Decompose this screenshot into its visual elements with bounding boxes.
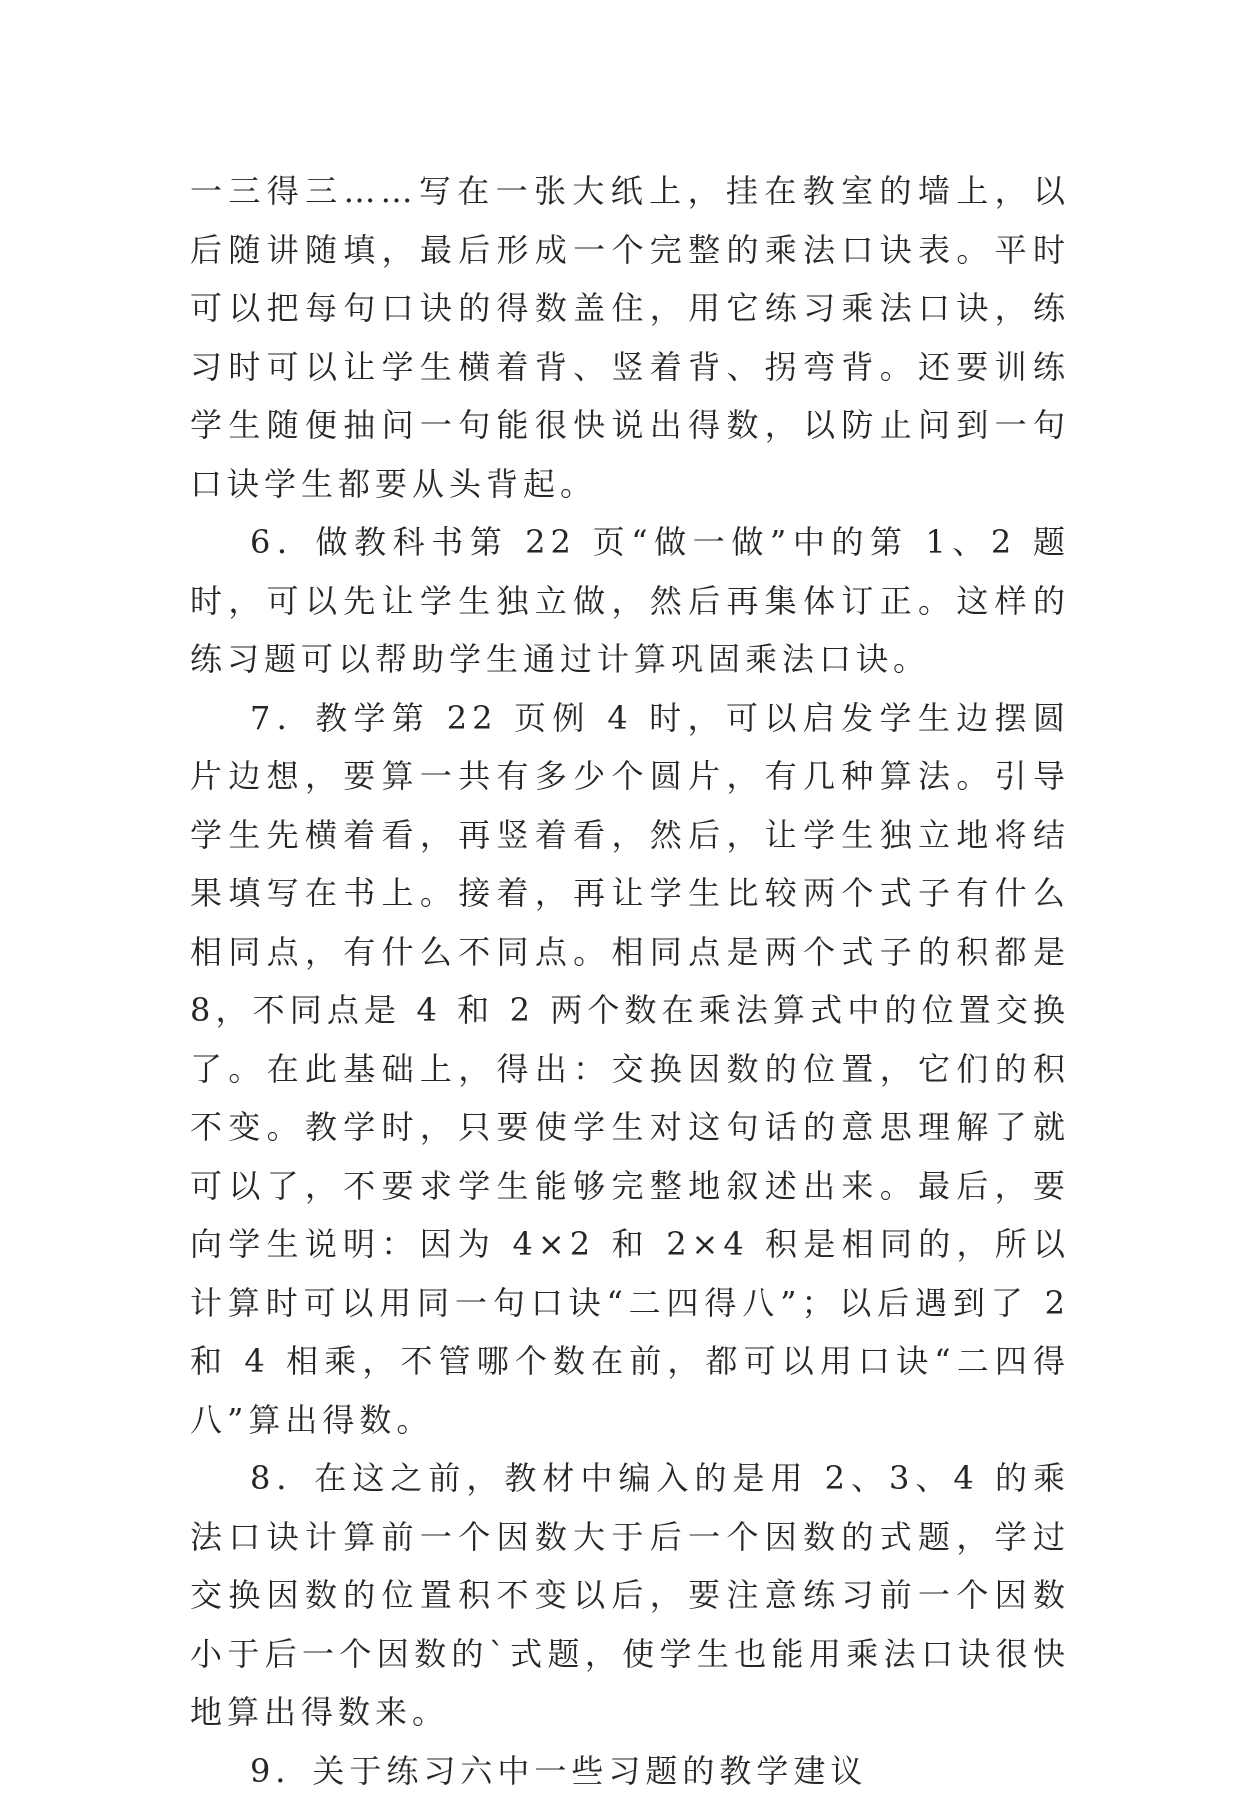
paragraph-1: 一三得三……写在一张大纸上，挂在教室的墙上，以后随讲随填，最后形成一个完整的乘法口诀表。平时可以把每句口诀的得数盖住，用它练习乘法口诀，练习时可以让学生横着背、竖着背、拐弯背。还要训练学生随便抽问一句能很快说出得数，以防止问到一句口诀学生都要从头背起。 — [190, 162, 1070, 513]
paragraph-5: 9．关于练习六中一些习题的教学建议 — [190, 1742, 1070, 1800]
paragraph-4: 8．在这之前，教材中编入的是用 2、3、4 的乘法口诀计算前一个因数大于后一个因数的式题，学过交换因数的位置积不变以后，要注意练习前一个因数小于后一个因数的`式题，使学生也能用乘法口诀很快地算出得数来。 — [190, 1449, 1070, 1742]
paragraph-3: 7．教学第 22 页例 4 时，可以启发学生边摆圆片边想，要算一共有多少个圆片，有几种算法。引导学生先横着看，再竖着看，然后，让学生独立地将结果填写在书上。接着，再让学生比较两个式子有什么相同点，有什么不同点。相同点是两个式子的积都是 8，不同点是 4 和 2 两个数在乘法算式中的位置交换了。在此基础上，得出：交换因数的位置，它们的积不变。教学时，只要使学生对这句话的意思理解了就可以了，不要求学生能够完整地叙述出来。最后，要向学生说明：因为 4×2 和 2×4 积是相同的，所以计算时可以用同一句口诀“二四得八”；以后遇到了 2 和 4 相乘，不管哪个数在前，都可以用口诀“二四得八”算出得数。 — [190, 689, 1070, 1450]
document-body — [190, 162, 1070, 1800]
paragraph-2: 6．做教科书第 22 页“做一做”中的第 1、2 题时，可以先让学生独立做，然后再集体订正。这样的练习题可以帮助学生通过计算巩固乘法口诀。 — [190, 513, 1070, 689]
